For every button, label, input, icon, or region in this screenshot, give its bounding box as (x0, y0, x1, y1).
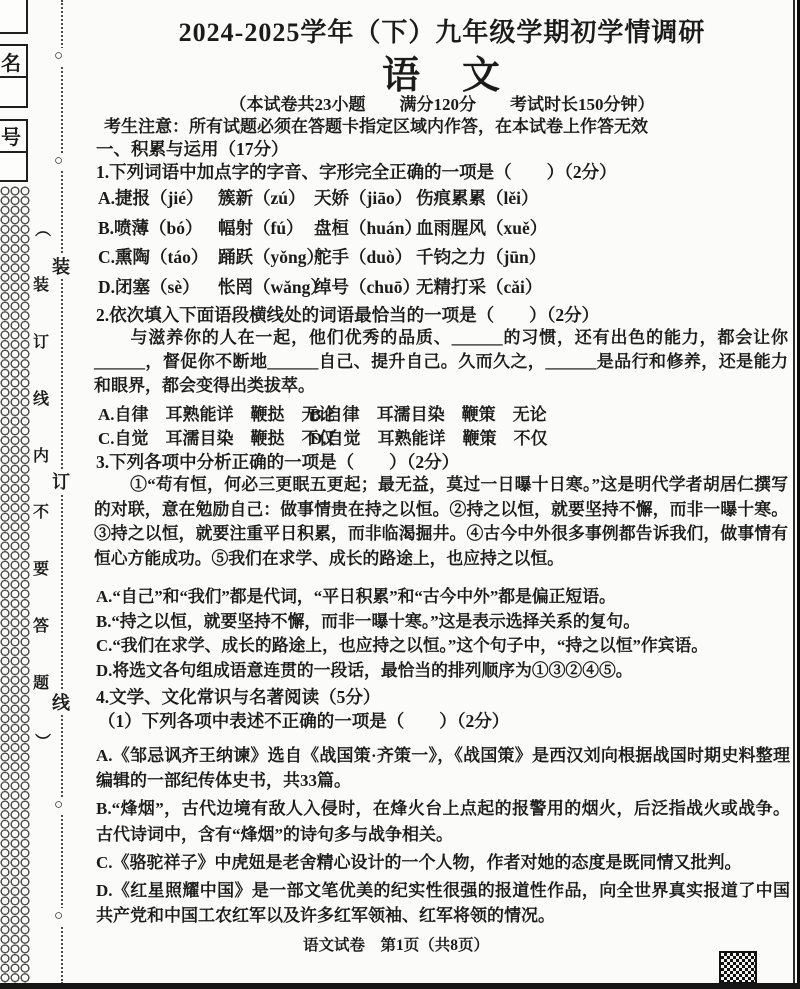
option-cell: 无精打采（cǎi） (416, 276, 543, 297)
question-3-stem: 3.下列各项中分析正确的一项是（ ）（2分） (96, 452, 460, 472)
option-cell: D.闭塞（sè） (98, 276, 200, 297)
option-cell: 盘桓（huán） (314, 217, 422, 238)
question-1-options (98, 183, 788, 301)
question-2-options (98, 400, 548, 447)
question-4-stem: 4.文学、文化常识与名著阅读（5分） (96, 687, 381, 707)
student-number-label: 号 (1, 127, 21, 150)
qr-code-icon (719, 951, 757, 984)
option-line: C.《骆驼祥子》中虎妞是老舍精心设计的一个人物，作者对她的态度是既同情又批判。 (96, 852, 742, 872)
subject-title: 语 文 (381, 55, 502, 97)
student-name-label: 名 (1, 52, 21, 75)
option-cell: 伤痕累累（lěi） (416, 188, 539, 209)
option-cell: B.喷薄（bó） (98, 217, 203, 238)
option-line: A.“自己”和“我们”都是代词，“平日积累”和“古今中外”都是偏正短语。 (96, 587, 616, 606)
page-right-border (793, 0, 795, 984)
binding-note-char: 题 (32, 675, 49, 692)
punch-hole-pattern (0, 186, 30, 983)
option-cell: 天娇（jiāo） (314, 188, 413, 209)
option-cell: C.自觉 耳濡目染 鞭挞 不仅 (98, 428, 336, 448)
punch-hole-icon: ○ (54, 153, 64, 169)
binding-note-char: 要 (32, 561, 49, 579)
binding-note-char: （ (32, 220, 50, 238)
option-cell: 簇新（zú） (218, 188, 306, 209)
binding-line-char: 订 (52, 472, 70, 492)
option-cell: A.自律 耳熟能详 鞭挞 无论 (98, 405, 336, 424)
candidate-notice: 考生注意：所有试题必须在答题卡指定区域内作答，在本试卷上作答无效 (104, 117, 648, 136)
punch-hole-icon: ○ (54, 908, 64, 924)
option-cell: 血雨腥风（xuě） (416, 217, 548, 238)
student-name-blank (0, 76, 26, 106)
question-2-passage: 与滋养你的人在一起，他们优秀的品质、______的习惯，还有出色的能力，都会让你______，督促你不断地______自己、提升自己。久而久之，______是品行和修养，还是能力和眼界，都会变得出类拔萃。 (94, 328, 788, 395)
student-number-blank (0, 151, 26, 181)
student-info-box-top (0, 0, 28, 34)
question-4-sub-stem: （1）下列各项中表述不正确的一项是（ ）（2分） (98, 711, 510, 731)
option-cell: A.捷报（jié） (98, 188, 204, 209)
question-3-options (96, 585, 792, 683)
student-number-box (0, 119, 28, 182)
exam-page (92, 0, 792, 985)
scan-bottom-bar (0, 983, 800, 989)
binding-note-char: 内 (32, 447, 49, 465)
option-line: D.《红星照耀中国》是一部文笔优美的纪实性很强的报道性作品，向全世界真实报道了中国共产党和中国工农红军以及许多红军领袖、红军将领的情况。 (96, 880, 790, 925)
option-line: B.“持之以恒，就要坚持不懈，而非一曝十寒。”这是表示选择关系的复句。 (96, 611, 640, 631)
option-cell: 踊跃（yǒng） (218, 247, 324, 268)
option-cell: 幅射（fú） (218, 217, 304, 238)
section-heading: 一、积累与运用（17分） (96, 139, 289, 159)
binding-note-char: 线 (32, 390, 49, 408)
punch-hole-icon: ○ (54, 48, 64, 64)
binding-note-char: 订 (32, 333, 49, 351)
binding-line-char: 装 (52, 257, 70, 277)
question-2-stem: 2.依次填入下面语段横线处的词语最恰当的一项是（ ）（2分） (96, 305, 600, 325)
option-line: A.《邹忌讽齐王纳谏》选自《战国策·齐策一》，《战国策》是西汉刘向根据战国时期史料整理编辑的一部纪传体史书，共33篇。 (96, 746, 790, 791)
binding-line-char: 线 (52, 693, 70, 713)
page-title: 2024-2025学年（下）九年级学期初学情调研 (178, 18, 706, 47)
exam-meta: （本试卷共23小题 满分120分 考试时长150分钟） (229, 95, 655, 114)
footer-text: 语文试卷 第1页（共8页） (302, 937, 489, 954)
binding-margin-note (31, 221, 51, 749)
student-name-box (0, 44, 28, 108)
option-line: C.“我们在求学、成长的路途上，也应持之以恒。”这个句子中，“持之以恒”作宾语。 (96, 636, 709, 656)
option-cell: 绰号（chuō） (314, 276, 420, 297)
binding-note-char: ） (32, 732, 50, 749)
binding-note-char: 不 (32, 504, 49, 522)
option-cell: C.熏陶（táo） (98, 247, 209, 268)
binding-note-char: 装 (32, 276, 49, 294)
option-line: B.“烽烟”，古代边境有敌人入侵时，在烽火台上点起的报警用的烟火，后泛指战火或战争。古代诗词中，含有“烽烟”的诗句多与战争相关。 (96, 799, 790, 844)
option-cell: B.自律 耳濡目染 鞭策 无论 (310, 405, 547, 424)
option-cell: 千钧之力（jūn） (416, 247, 547, 268)
question-1-stem: 1.下列词语中加点字的字音、字形完全正确的一项是（ ）（2分） (96, 162, 617, 182)
option-cell: 怅罔（wǎng） (218, 276, 328, 297)
binding-note-char: 答 (32, 618, 49, 636)
question-3-passage: ①“苟有恒，何必三更眠五更起；最无益，莫过一日曝十日寒。”这是明代学者胡居仁撰写的对联，意在勉励自己：做事情贵在持之以恒。②持之以恒，就要坚持不懈，而非一曝十寒。③持之以恒，就要注重平日积累，而非临渴掘井。④古今中外很多事例都告诉我们，做事情有恒心方能成功。⑤我们在求学、成长的路途上，也应持之以恒。 (94, 475, 788, 568)
option-cell: D.自觉 耳熟能详 鞭策 不仅 (310, 428, 548, 448)
punch-hole-icon: ○ (54, 797, 64, 813)
question-4-options (96, 743, 790, 931)
option-cell: 舵手（duò） (314, 247, 413, 268)
option-line: D.将选文各句组成语意连贯的一段话，最恰当的排列顺序为①③②④⑤。 (96, 660, 633, 680)
